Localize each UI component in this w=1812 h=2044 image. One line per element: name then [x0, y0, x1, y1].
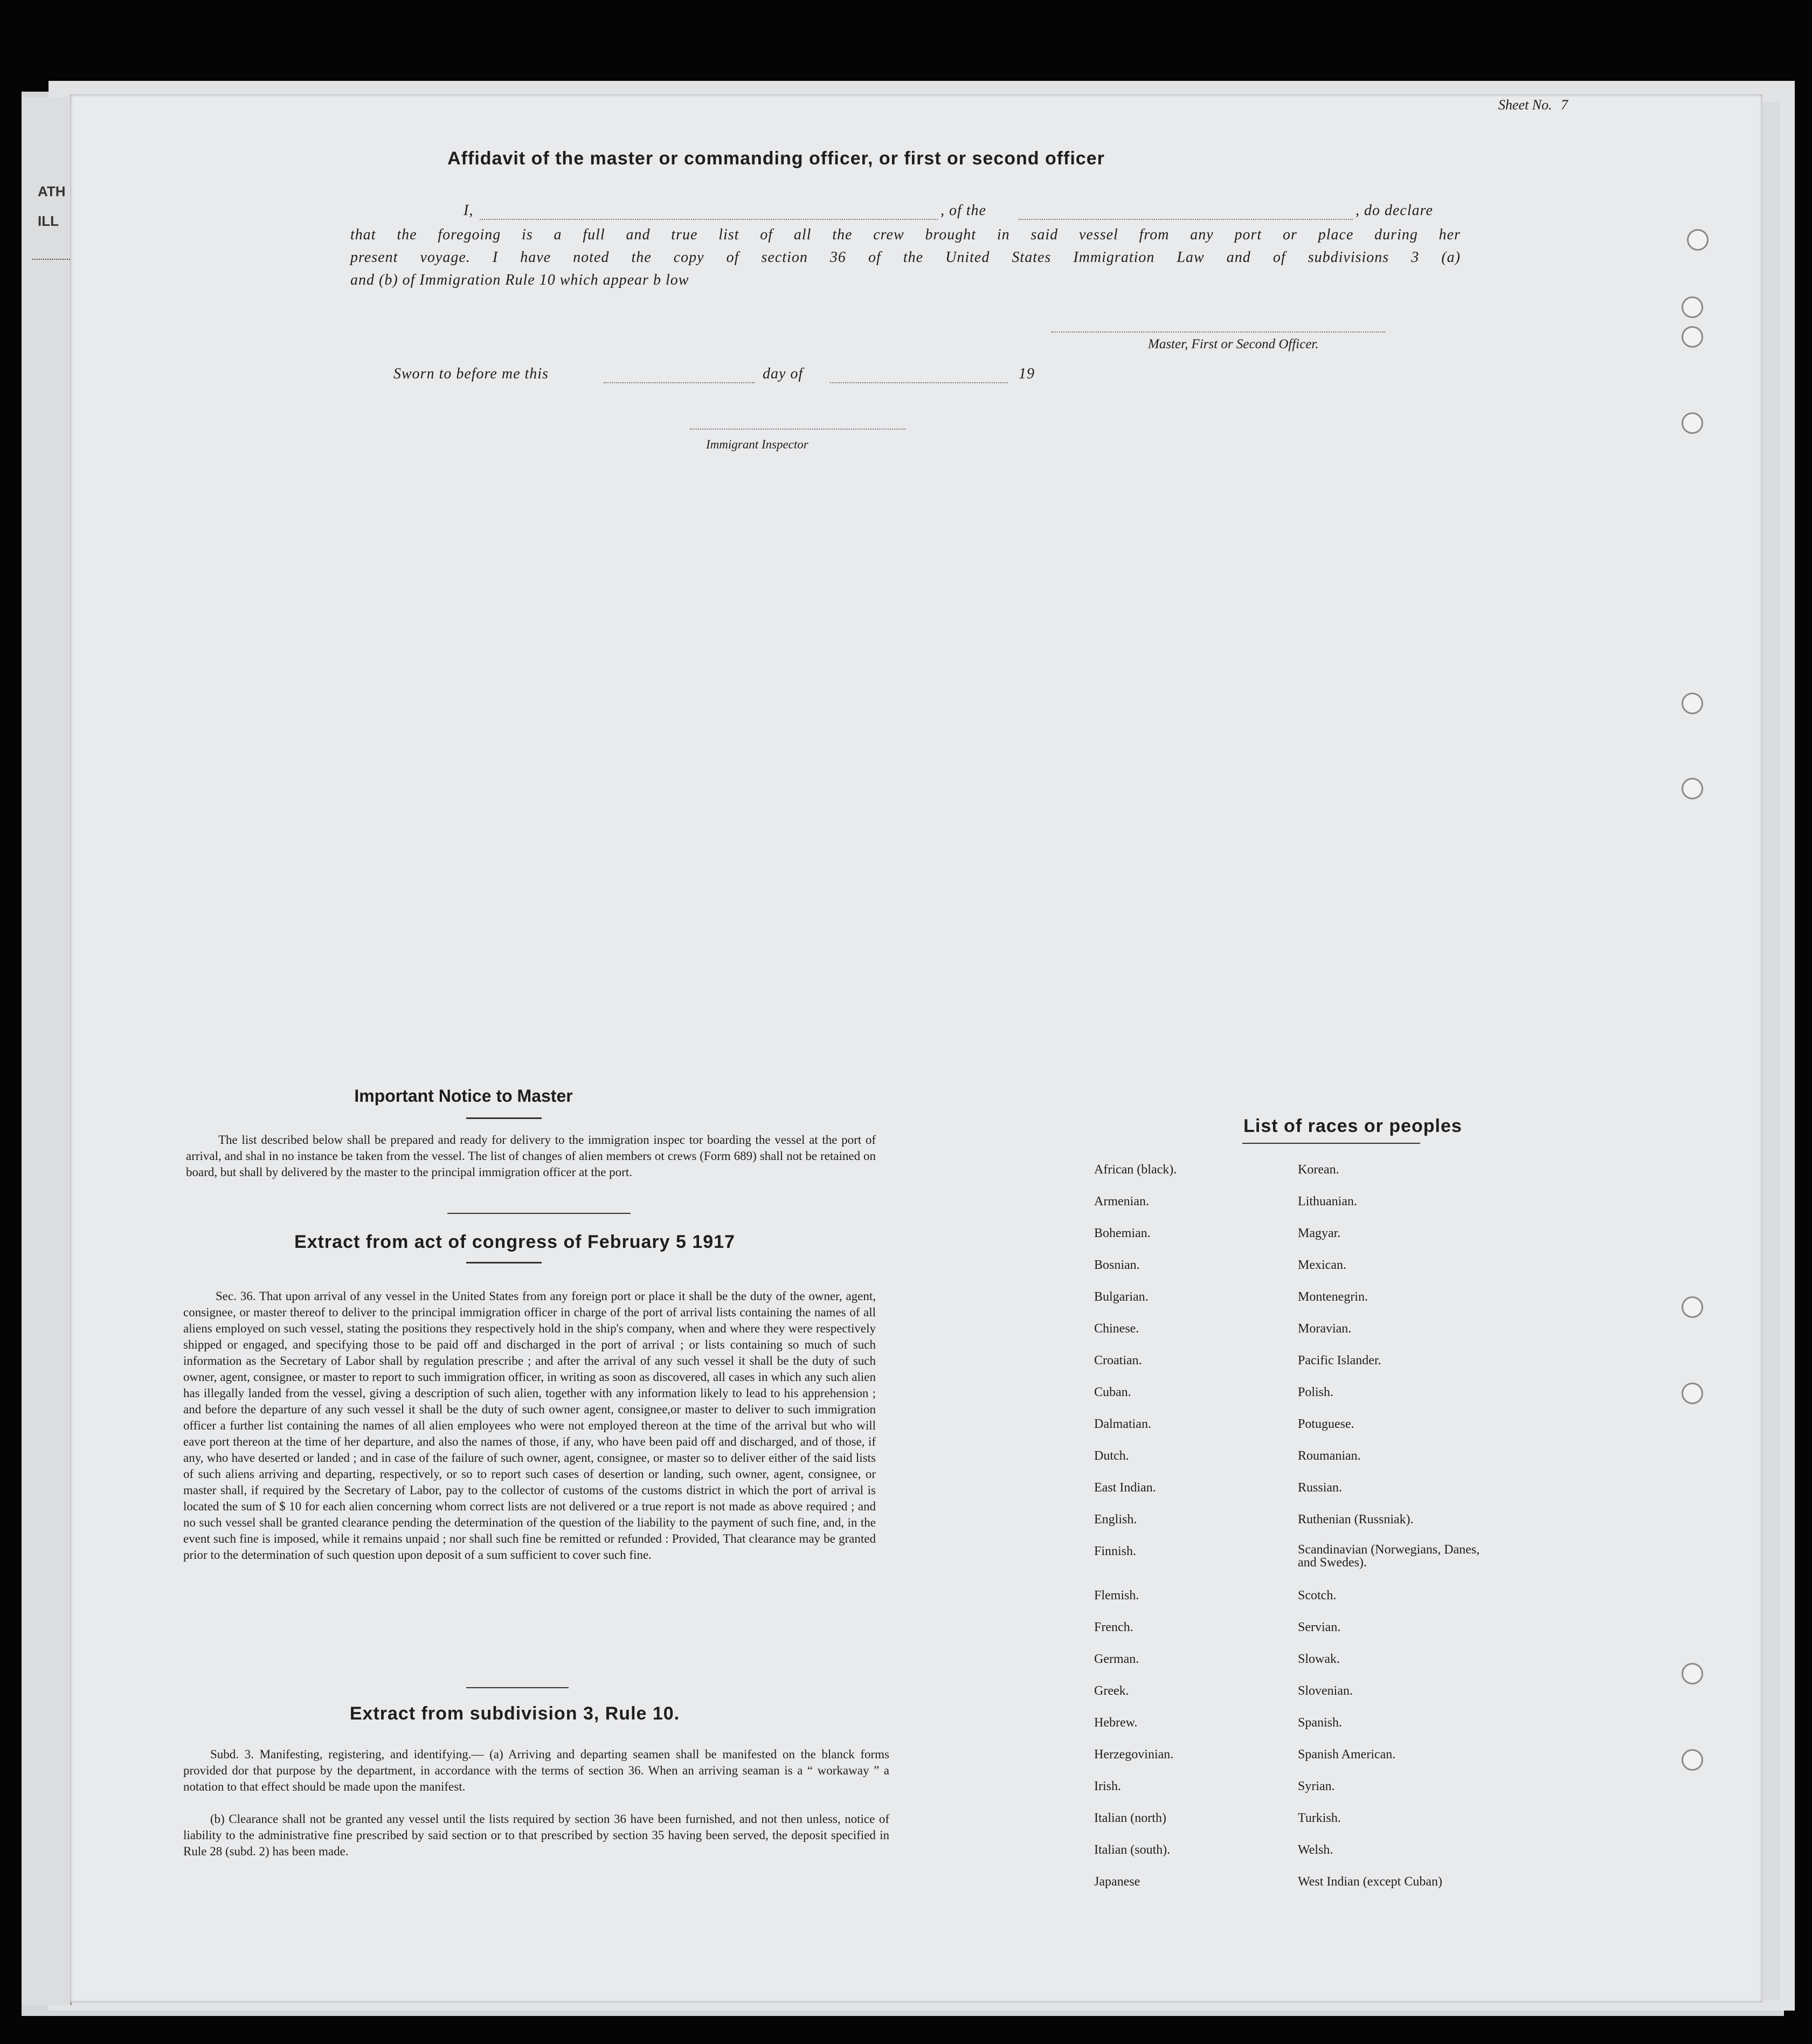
side-tab-text-2: ILL [38, 213, 59, 229]
race-item: Croatian. [1094, 1354, 1142, 1368]
binder-hole [1682, 412, 1703, 434]
inspector-signature-line[interactable] [690, 418, 905, 430]
affidavit-line1-end: , do declare [1355, 202, 1433, 219]
race-item: Greek. [1094, 1684, 1129, 1698]
sheet-number [1498, 97, 1568, 113]
section-rule [447, 1213, 631, 1214]
sheet-number-label: Sheet No. [1498, 97, 1552, 113]
race-item: Finnish. [1094, 1544, 1137, 1558]
race-item: Irish. [1094, 1779, 1121, 1793]
binder-hole [1682, 693, 1703, 714]
race-item: Spanish. [1298, 1716, 1343, 1730]
races-heading: List of races or peoples [1243, 1116, 1462, 1136]
vessel-blank[interactable] [1019, 204, 1353, 220]
affidavit-line-1 [350, 199, 1461, 222]
race-item: German. [1094, 1652, 1139, 1666]
affidavit-line-3: present voyage. I have noted the copy of section 36 of the United States Immigration Law and of subdivisions 3 (a) [350, 249, 1461, 266]
race-item: Roumanian. [1298, 1449, 1361, 1463]
race-item: Bohemian. [1094, 1226, 1151, 1240]
race-item: Scotch. [1298, 1589, 1337, 1603]
master-signature-line[interactable] [1051, 321, 1385, 333]
races-heading-rule [1242, 1143, 1420, 1144]
race-item: Dutch. [1094, 1449, 1129, 1463]
notice-body: The list described below shall be prepared and ready for delivery to the immigration inspec tor boarding the vessel at the port of arrival, and shal in no instance be taken from the vessel. The list of changes of alien members ot crews (Form 689) shall not be retained on board, but shall by delivered by the master to the principal immigration officer at the port. [186, 1133, 876, 1179]
affidavit-line-2: that the foregoing is a full and true list of all the crew brought in said vessel from any port or place during her [350, 226, 1461, 243]
race-item: Russian. [1298, 1481, 1343, 1495]
act-heading: Extract from act of congress of February 5 1917 [294, 1232, 735, 1252]
act-body: Sec. 36. That upon arrival of any vessel in the United States from any foreign port or place it shall be the duty of the owner, agent, consignee, or master thereof to deliver to the principal immigration officer in charge of the port of arrival lists containing the names of all aliens employed on such vessel, stating the positions they respectively hold in the ship's company, when and where they were respectively shipped or engaged, and specifying those to be paid off and discharged in the port of arrival ; or lists containing so much of such information as the Secretary of Labor shall by regulation prescribe ; and after the arrival of any such vessel it shall be the duty of such owner, agent, consignee, or master to report to such immigration officer, in writing as soon as discovered, all cases in which any such alien has illegally landed from the vessel, giving a description of such alien, together with any information likely to lead to his apprehension ; and before the departure of any such vessel it shall be the duty of such owner agent, consignee,or master to deliver to such immigration officer a further list containing the names of all alien employees who were not employed thereon at the time of the arrival but who will eave port thereon at the time of her departure, and also the names of those, if any, who have been paid off and discharged, and of those, if any, who have deserted or landed ; and in case of the failure of such owner, agent, consignee, or master so to deliver either of the said lists of such aliens arriving and departing, respectively, or so to report such cases of desertion or landing, such owner, agent, consignee, or master shall, if required by the Secretary of Labor, pay to the collector of customs of the customs district in which the port of arrival is located the sum of $ 10 for each alien concerning whom correct lists are not delivered or a true report is not made as above required ; and no such vessel shall be granted clearance pending the determination of the question of the liability to the payment of such fine, and, in the event such fine is imposed, while it remains unpaid ; nor shall such fine be remitted or refunded : Provided, That clearance may be granted prior to the determination of such question upon deposit of a sum sufficient to cover such fine. [183, 1289, 876, 1562]
race-item: African (black). [1094, 1163, 1177, 1177]
notice-heading: Important Notice to Master [354, 1086, 573, 1106]
race-item: Slovenian. [1298, 1684, 1353, 1698]
race-item: Armenian. [1094, 1194, 1149, 1209]
sheet-number-value: 7 [1561, 97, 1568, 113]
sworn-mid: day of [763, 365, 804, 382]
name-blank[interactable] [480, 204, 938, 220]
act-heading-rule [466, 1262, 542, 1263]
race-item: French. [1094, 1620, 1133, 1634]
affidavit-line1-mid: , of the [940, 202, 986, 219]
race-item: Flemish. [1094, 1589, 1139, 1603]
race-item: Bosnian. [1094, 1258, 1140, 1272]
race-item: Italian (south). [1094, 1843, 1171, 1857]
binder-hole [1682, 1749, 1703, 1771]
rule-para-2: (b) Clearance shall not be granted any vessel until the lists required by section 36 have been furnished, and not then unless, notice of liability to the administrative fine prescribed by said section or to that prescribed by section 35 having been served, the deposit specified in Rule 28 (subd. 2) has been made. [183, 1812, 889, 1858]
sworn-line [393, 363, 1148, 385]
race-item: Bulgarian. [1094, 1290, 1149, 1304]
inspector-label: Immigrant Inspector [706, 438, 808, 451]
race-item: Hebrew. [1094, 1716, 1138, 1730]
rule-para-1: Subd. 3. Manifesting, registering, and identifying.— (a) Arriving and departing seamen shall be manifested on the blanck forms provided dor that purpose by the department, in accordance with the terms of section 36. When an arriving seaman is a “ workaway ” a notation to that effect should be made upon the manifest. [183, 1748, 889, 1793]
binder-hole [1682, 778, 1703, 799]
race-item: English. [1094, 1513, 1137, 1527]
race-item: Chinese. [1094, 1322, 1139, 1336]
race-item: Herzegovinian. [1094, 1748, 1174, 1762]
races-column-1 [1094, 1162, 1288, 1905]
race-item: Welsh. [1298, 1843, 1333, 1857]
race-item: East Indian. [1094, 1481, 1156, 1495]
side-tab-text-1: ATH [38, 183, 66, 199]
race-item: Dalmatian. [1094, 1417, 1151, 1431]
side-tab-rule [32, 259, 70, 260]
race-item: Servian. [1298, 1620, 1341, 1634]
race-item: Lithuanian. [1298, 1194, 1357, 1209]
race-item: Italian (north) [1094, 1811, 1166, 1825]
binder-hole [1687, 229, 1709, 251]
binder-hole [1682, 326, 1703, 348]
race-item: Cuban. [1094, 1385, 1131, 1399]
race-item: Moravian. [1298, 1322, 1352, 1336]
race-item: Ruthenian (Russniak). [1298, 1513, 1414, 1527]
left-binding-strip [22, 97, 72, 2005]
race-item: Pacific Islander. [1298, 1354, 1381, 1368]
binder-hole [1682, 1296, 1703, 1318]
binder-hole [1682, 1383, 1703, 1404]
section-rule [466, 1687, 569, 1688]
races-column-2 [1298, 1162, 1557, 1905]
affidavit-heading: Affidavit of the master or commanding officer, or first or second officer [447, 148, 1105, 169]
race-item: Turkish. [1298, 1811, 1341, 1825]
race-item: West Indian (except Cuban) [1298, 1875, 1442, 1889]
affidavit-line1-start: I, [464, 202, 474, 219]
race-item: Scandinavian (Norwegians, Danes, and Swedes). [1298, 1543, 1480, 1570]
race-item: Montenegrin. [1298, 1290, 1368, 1304]
master-signature-label: Master, First or Second Officer. [1148, 337, 1319, 351]
notice-heading-rule [466, 1117, 542, 1119]
binder-hole [1682, 1663, 1703, 1684]
sworn-day-blank[interactable] [604, 367, 755, 383]
sworn-start: Sworn to before me this [393, 365, 549, 382]
race-item: Potuguese. [1298, 1417, 1354, 1431]
race-item: Korean. [1298, 1163, 1339, 1177]
race-item: Spanish American. [1298, 1748, 1396, 1762]
race-item: Magyar. [1298, 1226, 1341, 1240]
affidavit-line-4: and (b) of Immigration Rule 10 which appear b low [350, 272, 689, 288]
race-item: Mexican. [1298, 1258, 1346, 1272]
manifest-sheet [70, 94, 1762, 2002]
sworn-year: 19 [1019, 365, 1035, 382]
race-item: Slowak. [1298, 1652, 1340, 1666]
sworn-month-blank[interactable] [830, 367, 1008, 383]
race-item: Japanese [1094, 1875, 1140, 1889]
rule-heading: Extract from subdivision 3, Rule 10. [349, 1703, 680, 1724]
race-item: Syrian. [1298, 1779, 1335, 1793]
race-item: Polish. [1298, 1385, 1334, 1399]
binder-hole [1682, 296, 1703, 318]
